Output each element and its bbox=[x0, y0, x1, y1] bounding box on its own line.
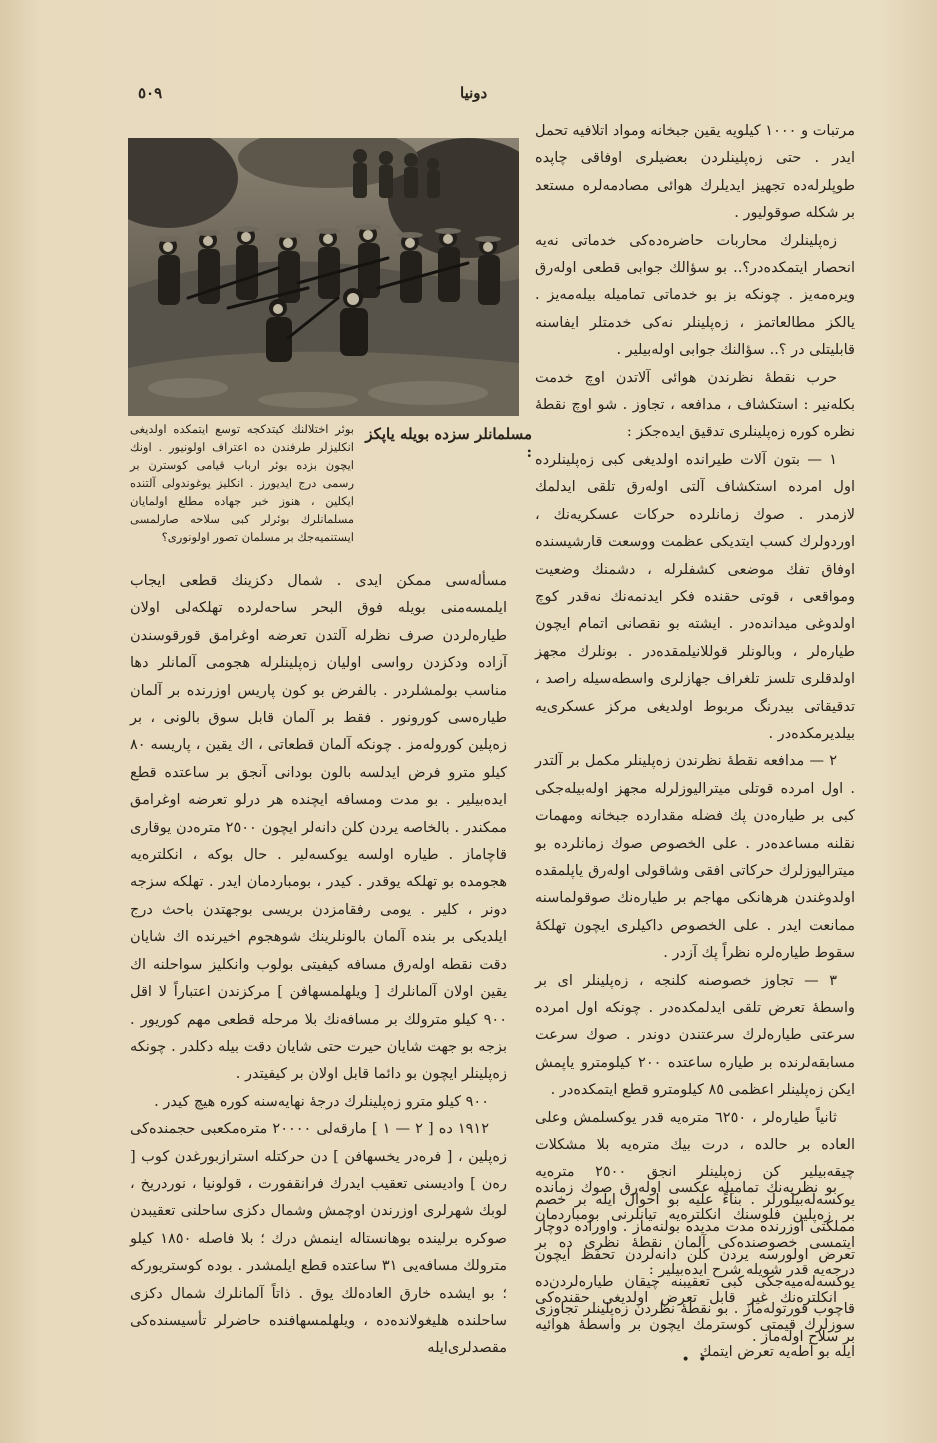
paragraph: ١٩١٢ ده [ ٢ — ١ ] مارقه‌لی ٢٠٠٠٠ متره‌مكعبی حجمنده‌كی زەپلین ، [ فرەدر یخسهافن ] دن حركتله استرازبورغدن كوب [ رەن ] وادیسنی تعقیب ایدرك فرانقفورت ، قولونیا ، نوردریخ ، لوبك شهرلری اوزرندن اوچمش وشمال دكزی ساحلنی تعقیبدن صوكره برلینده بوهانستاله اینمش درك ؛ بلا فاصله ١٨٥٠ كیلو مترولك مسافه‌یی ٣١ ساعتده قطع ایلمشدر . بوده كوستریوركه ؛ بو ایشده خارق العاده‌لك یوق . ذاتاً آلمانلرك شمال دكزی ساحلنده هلیغولانده‌ده ، ویلهلمسهافنده حاضرلر تأسیسنده‌كی مقصدلری‌ایله bbox=[130, 1121, 507, 1357]
paragraph: مرتبات و ١٠٠٠ كیلویه یقین جبخانه ومواد اتلافیه تحمل ایدر . حتی زەپلینلردن بعضیلری اوفاقی چاپده طوپلرله‌ده تجهیز ایدیلرك هوائی مصادمه‌لره مستعد بر شكله صوقولیور . bbox=[535, 123, 856, 222]
group-photograph bbox=[128, 138, 519, 416]
paragraph: ١ — بتون آلات طیرانده اولدیغی كبی زەپلینلرده اول امرده استكشاف آلتی اوله‌رق تلقی ایدلمك لازمدر . صوك زمانلرده حركات عسكریه‌نك ، اوردولرك كسب ایتدیكی عظمت ووسعت قارشیسنده اوفاق تفك موضعی كشفلرله ، دشمنك وضعیت ومواقعی ، قوتی حقنده فكر ایدنمه‌نك نه‌قدر كوچ اولدوغی میداندەدر . ایشته بو نقصانی اتمام ایچون طیاره‌لر ، وبالونلر قوللانیلمقده‌در . بونلرك مجهز اولدقلری تلسز تلغراف جهازلری واسطه‌سیله راصد ، تدقیقاتی بیدرنگ مربوط اولدیغی مركز عسكری‌یه بیلدیرمكده‌در . bbox=[535, 451, 855, 742]
paragraph: ثانیاً طیاره‌لر ، ٦٢٥٠ متره‌یه قدر یوكسلمش وعلی العاده بر حالده ، درت بیك متره‌یه بلا مشكلات چیقه‌بیلیر كن زەپلینلر انجق ٢٥٠٠ متره‌یه یوكسه‌له‌بیلورلر . بناءً علیه بو احوال ایله بر خصم مملكتی اوزرنده مدت مدیده بولنه‌ماز . واوراده دوچار تعرض اولورسه یردن كلن دانه‌لردن تحفظ ایچون یوكسه‌له‌میه‌جكی كبی تعقیبنه چیقان طیاره‌لردن‌ده قاچوب قورتوله‌ماز . بو نقطهٔ نظردن زەپلینلر تجاوزی بر سلاح اوله‌ماز . bbox=[535, 1109, 855, 1345]
paragraph: انكلتره‌نك غیر قابل تعرض اولدیغی حقنده‌كی سوزلرك قیمتی كوسترمك ایچون بر واسطهٔ هوائیه ایله بو آطه‌یه تعرض ایتمك bbox=[535, 1289, 855, 1361]
section-break: • • bbox=[681, 1352, 709, 1369]
paragraph: ٩٠٠ كیلو مترو زەپلینلرك درجهٔ نهایه‌سنه كوره هیچ كیدر . bbox=[154, 1093, 489, 1110]
paragraph: ٣ — تجاوز خصوصنه كلنجه ، زەپلینلر ای بر واسطهٔ تعرض تلقی ایدلمكده‌در . چونكه اول امرده سرعتی طیاره‌لرك سرعتندن دوندر . صوك سرعت مسابقه‌لرنده بر طیاره ساعتده ٢٠٠ كیلومترو یاپمش ایكن زەپلینلر اعظمی ٨٥ كیلومترو قطع ایتمكده‌در . bbox=[535, 972, 855, 1099]
paragraph: حرب نقطهٔ نظرندن هوائی آلاتدن اوچ خدمت بكلەنیر : استكشاف ، مدافعه ، تجاوز . شو اوچ نقطهٔ نظره كوره زەپلینلری تدقیق ایده‌جكز : bbox=[535, 369, 855, 441]
paragraph: زەپلینلرك محاربات حاضره‌ده‌كی خدماتی نه‌یه انحصار ایتمكده‌در؟.. بو سؤالك جوابی قطعی اوله‌رق ویرەمەیز . چونكه بز بو خدماتی تمامیله بیلەمەیز . یالكز مطالعاتمز ، زەپلینلر نه‌كی خدمتلر ایفاسنه قابلیتلی در ؟.. سؤالنك جوابی اوله‌بیلیر . bbox=[535, 232, 855, 359]
photograph-image bbox=[128, 138, 519, 416]
page-number: ٥٠٩ bbox=[138, 84, 163, 102]
article-column-bottom-right bbox=[535, 1175, 855, 1367]
paragraph: ٢ — مدافعه نقطهٔ نظرندن زەپلینلر مكمل بر آلتدر . اول امرده قوتلی میترالیوزلرله مجهز اوله‌بیله‌جكی كبی بر طیاره‌دن پك فضله مقدارده جبخانه ومهمات نقلنه مساعده‌در . علی الخصوص صوك زمانلرده بو میترالیوزلرك حركاتی افقی وشاقولی اوله‌رق یاپلمقده اولدوغندن هرهانكی مهاجم بر طیاره‌نك صوقولماسنه ممانعت ایدر . علی الخصوص داكیلری ایچون تهلكهٔ سقوط طیاره‌لره نظراً پك آزدر . bbox=[535, 753, 855, 962]
paragraph: مسأله‌سی ممكن ایدی . شمال دكزینك قطعی ایجاب ایلمسه‌منی بویله فوق البحر ساحه‌لرده تهلكه‌لی اولان طیاره‌لردن صرف نظرله آلتدن تعرضه اوغرامق قورقوسندن آزاده ودكزدن رواسی اولیان زەپلینلرله هجومی آلمانلر دها مناسب بولمشلردر . بالفرض بو كون پاریس اوزرنده بر آلمان طیاره‌سی كورونور . فقط بر آلمان قابل سوق بالونی ، بر زەپلین كورولەمز . چونكه آلمان قطعاتی ، اك یقین ، پاریسه ٨٠ كیلو مترو فرض ایدلسه بالون بودانی آنجق بر ساعتده قطع ایده‌بیلیر . بو مدت ومسافه ایچنده هر درلو تعرضه اوغرامق ممكندر . بالخاصه یردن كلن دانه‌لر ایچون ٢٥٠٠ متره‌دن یوقاری قاچاماز . طیاره اولسه یوكسه‌لیر . حال بوكه ، انكلتره‌یه هجومده بو تهلكه یوقدر . كیدر ، بومباردمان ایدر . تهلكه سزجه دونر ، كلیر . یومی رفقامزدن بریسی بوجهتدن باحث درج ایلدیكی بر بنده آلمان بالونلرینك شوهجوم اخیرنده اك شایان دقت نقطه اوله‌رق مسافه كیفیتی بولوب وانكلیز سواحلنه اك یقین اولان آلمانلرك [ ویلهلمسهافن ] مركزندن اعتباراً لا اقل ٩٠٠ كیلو مترولك بر مسافه‌نك بلا مرحله قطعی مهم كوریور . بزجه بو جهت شایان حیرت حتی شایان دقت بیله دكلدر . چونكه زەپلینلر ایچون بو دائما قابل اولان بر كیفیتدر . bbox=[130, 573, 507, 1083]
photo-caption-title: مسلمانلر سزده بویله یاپکز : bbox=[365, 425, 532, 461]
paragraph: بو نظریه‌نك تمامیله عكسی اوله‌رق صوك زمانده بر زەپلین فلوسنك انكلتره‌یه تیانلرنی بومباردمان ایتمسی خصوصنده‌كی آلمان نقطهٔ نظری ده بر درجه‌یه قدر شویله شرح ایده‌بیلیر : bbox=[535, 1180, 855, 1279]
photo-caption bbox=[130, 420, 532, 546]
article-column-left bbox=[130, 568, 507, 1363]
running-title: دونیا bbox=[460, 84, 488, 102]
photo-caption-text: بوئر اختلالنك كیتدكجه توسع ایتمكده اولدیغی انكلیزلر طرفندن ده اعتراف اولونیور . اونك ایچون بزده بوئر ارباب قیامی كوسترن بر رسمی درج ایدیورز . انكلیز یوغوندولی آلتنده ایكلین ، هنوز خبر جهاده مطلع اولمایان مسلمانلرك بوئرلر كبی سلاحه صارلمسی ایستنمیه‌جك بر مسلمان تصور اولونوری؟ bbox=[130, 422, 354, 544]
